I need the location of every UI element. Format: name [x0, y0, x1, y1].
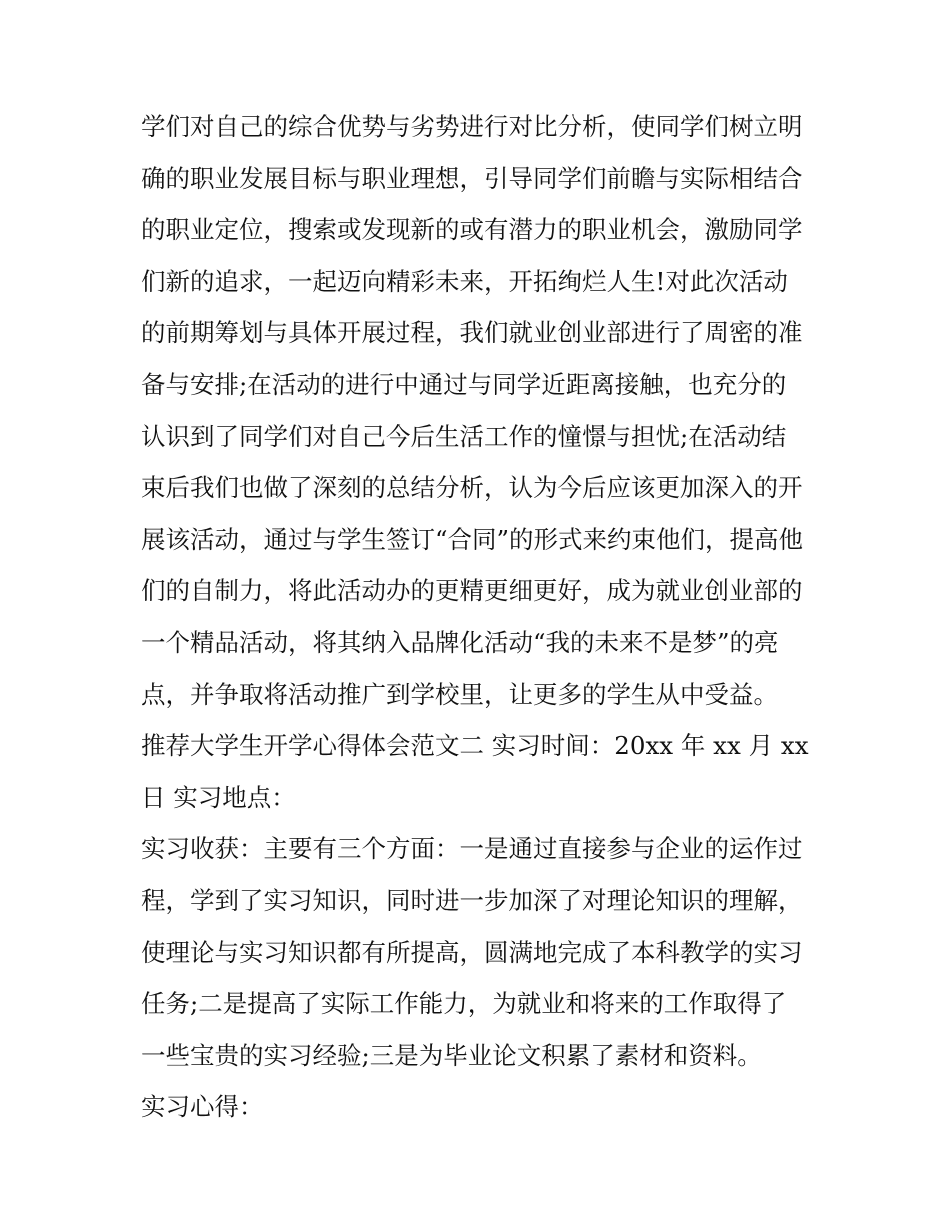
text-line: 认识到了同学们对自己今后生活工作的憧憬与担忧;在活动结 — [141, 421, 787, 451]
text-line: 使理论与实习知识都有所提高，圆满地完成了本科教学的实习 — [141, 937, 803, 967]
body-text — [141, 101, 821, 1133]
text-line: 任务;二是提高了实际工作能力，为就业和将来的工作取得了 — [141, 989, 787, 1019]
text-line: 展该活动，通过与学生签订“合同”的形式来约束他们，提高他 — [141, 524, 804, 554]
text-line: 一个精品活动，将其纳入品牌化活动“我的未来不是梦”的亮 — [141, 627, 779, 657]
text-line: 程，学到了实习知识，同时进一步加深了对理论知识的理解， — [141, 885, 803, 915]
text-line: 们的自制力，将此活动办的更精更细更好，成为就业创业部的 — [141, 576, 803, 606]
text-line: 实习心得： — [141, 1092, 264, 1122]
section-heading-line: 推荐大学生开学心得体会范文二 实习时间：20xx 年 xx 月 xx — [141, 731, 809, 761]
text-line: 备与安排;在活动的进行中通过与同学近距离接触，也充分的 — [141, 369, 787, 399]
text-line: 们新的追求，一起迈向精彩未来，开拓绚烂人生!对此次活动 — [141, 266, 788, 296]
text-line: 学们对自己的综合优势与劣势进行对比分析，使同学们树立明 — [141, 112, 803, 141]
text-line: 日 实习地点： — [141, 782, 296, 812]
text-line: 的职业定位，搜索或发现新的或有潜力的职业机会，激励同学 — [141, 215, 803, 245]
text-line: 的前期筹划与具体开展过程，我们就业创业部进行了周密的准 — [141, 318, 803, 348]
text-line: 束后我们也做了深刻的总结分析，认为今后应该更加深入的开 — [141, 473, 803, 503]
text-line: 确的职业发展目标与职业理想，引导同学们前瞻与实际相结合 — [141, 163, 803, 193]
text-line: 点，并争取将活动推广到学校里，让更多的学生从中受益。 — [141, 679, 778, 709]
text-line: 实习收获：主要有三个方面：一是通过直接参与企业的运作过 — [141, 834, 803, 864]
text-line: 一些宝贵的实习经验;三是为毕业论文积累了素材和资料。 — [141, 1040, 762, 1070]
